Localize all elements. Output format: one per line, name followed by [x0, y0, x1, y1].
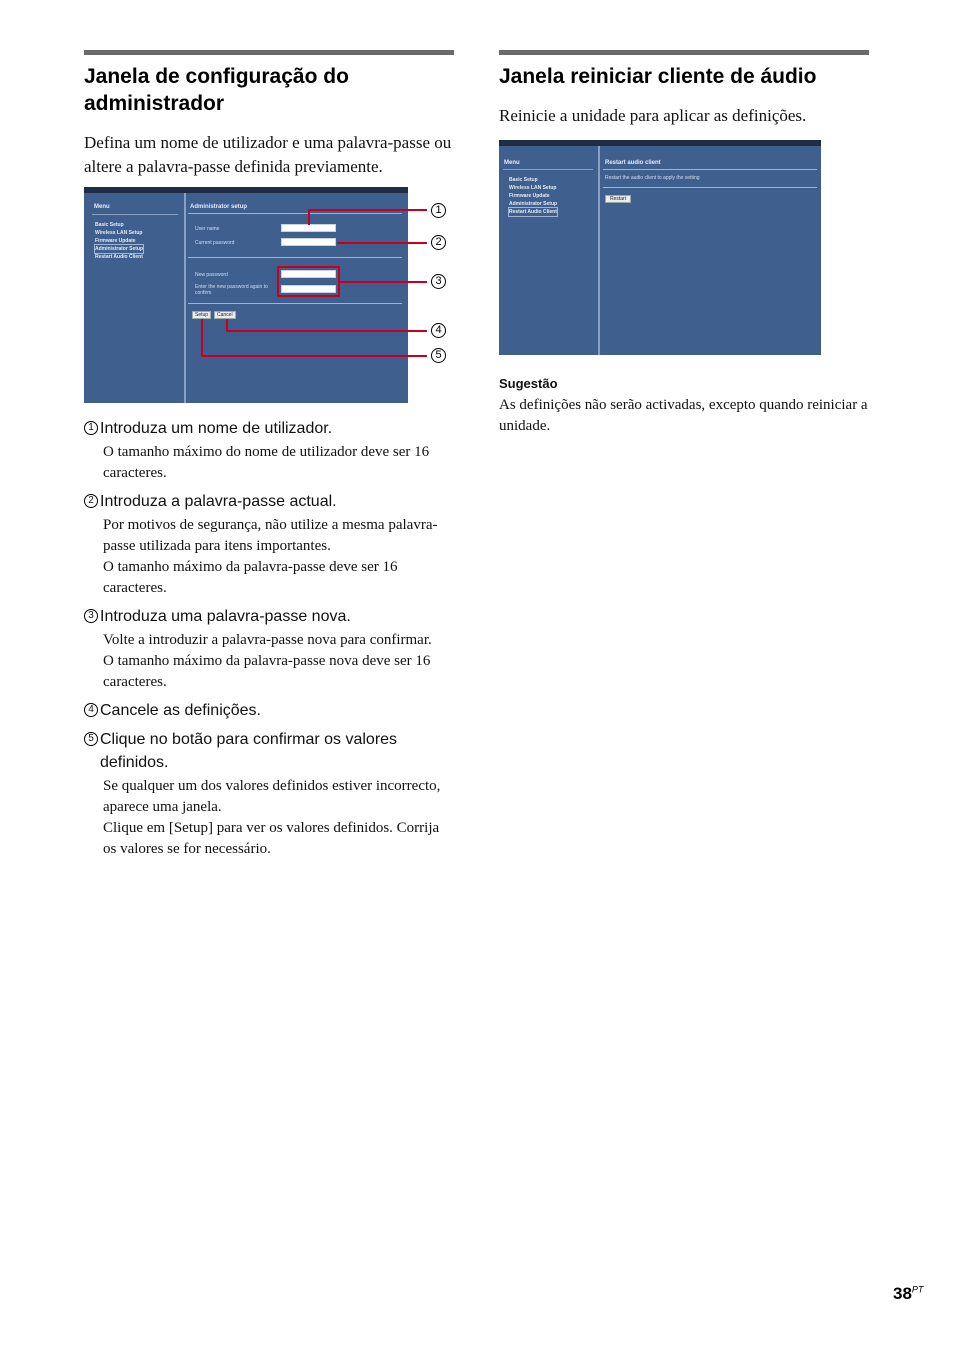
pane-title-rule — [188, 213, 402, 214]
screenshot-divider — [598, 146, 600, 355]
menu-item-wireless-lan-setup[interactable]: Wireless LAN Setup — [95, 230, 143, 236]
step-3 — [84, 605, 454, 693]
menu-title: Menu — [504, 160, 520, 166]
step-heading: Introduza uma palavra-passe nova. — [100, 608, 351, 625]
leader-line-2 — [337, 242, 427, 244]
step-number: 3 — [84, 609, 98, 623]
right-column — [499, 50, 869, 437]
menu-item-firmware-update[interactable]: Firmware Update — [509, 193, 550, 199]
screenshot-divider — [184, 193, 186, 403]
callout-4: 4 — [431, 323, 446, 338]
step-2 — [84, 490, 454, 599]
restart-button[interactable]: Restart — [605, 195, 631, 203]
pane-title: Restart audio client — [605, 160, 661, 166]
step-5 — [84, 728, 454, 860]
confirm-password-label: Enter the new password again to confirm — [195, 284, 268, 296]
current-password-input[interactable] — [281, 238, 336, 246]
tip-body: As definições não serão activadas, excepto quando reiniciar a unidade. — [499, 397, 868, 434]
step-number: 2 — [84, 494, 98, 508]
user-name-input[interactable] — [281, 224, 336, 232]
left-column — [84, 50, 454, 860]
new-password-label: New password — [195, 272, 228, 278]
tip-title: Sugestão — [499, 376, 558, 391]
menu-underline — [92, 214, 178, 215]
leader-line-5 — [201, 355, 427, 357]
menu-item-restart-audio-client[interactable]: Restart Audio Client — [509, 209, 557, 215]
leader-line-1 — [308, 209, 427, 211]
restart-screenshot — [499, 140, 821, 355]
step-note: O tamanho máximo do nome de utilizador deve ser 16 caracteres. — [103, 444, 430, 481]
form-separator — [188, 257, 402, 258]
step-heading: Introduza a palavra-passe actual. — [100, 493, 337, 510]
step-note: O tamanho máximo da palavra-passe deve ser 16 caracteres. — [103, 559, 398, 596]
page-number — [893, 1284, 923, 1304]
menu-item-administrator-setup[interactable]: Administrator Setup — [95, 246, 144, 252]
step-note: Volte a introduzir a palavra-passe nova para confirmar. — [103, 632, 432, 648]
setup-button[interactable]: Setup — [192, 311, 211, 319]
form-separator-2 — [188, 303, 402, 304]
section-rule — [84, 50, 454, 55]
menu-item-wireless-lan-setup[interactable]: Wireless LAN Setup — [509, 185, 557, 191]
new-password-highlight — [277, 266, 340, 297]
cancel-button[interactable]: Cancel — [214, 311, 236, 319]
step-note: Clique em [Setup] para ver os valores definidos. Corrija os valores se for necessário. — [103, 820, 440, 857]
user-name-label: User name — [195, 226, 220, 232]
pane-title-rule — [603, 169, 817, 170]
callout-1: 1 — [431, 203, 446, 218]
menu-underline — [503, 169, 593, 170]
pane-separator — [603, 187, 817, 188]
step-heading: Introduza um nome de utilizador. — [100, 420, 333, 437]
leader-line-3 — [340, 281, 427, 283]
callout-2: 2 — [431, 235, 446, 250]
step-heading: Cancele as definições. — [100, 702, 261, 719]
step-number: 4 — [84, 703, 98, 717]
leader-line-5-drop — [201, 319, 203, 356]
page-language-suffix: PT — [911, 1284, 924, 1295]
step-note: O tamanho máximo da palavra-passe nova deve ser 16 caracteres. — [103, 653, 431, 690]
admin-screenshot-figure — [84, 187, 454, 405]
admin-screenshot — [84, 187, 408, 403]
step-4 — [84, 699, 454, 722]
menu-title: Menu — [94, 204, 110, 210]
step-1 — [84, 417, 454, 484]
section-title-restart: Janela reiniciar cliente de áudio — [499, 65, 817, 88]
menu-list — [95, 221, 143, 261]
admin-intro: Defina um nome de utilizador e uma palavra-passe ou altere a palavra-passe definida previamente. — [84, 133, 452, 176]
page-number-value: 38 — [893, 1284, 912, 1303]
menu-item-basic-setup[interactable]: Basic Setup — [509, 177, 538, 183]
step-heading: Clique no botão para confirmar os valores definidos. — [100, 731, 398, 771]
section-title-admin: Janela de configuração do administrador — [84, 65, 349, 115]
current-password-label: Current password — [195, 240, 235, 246]
menu-item-basic-setup[interactable]: Basic Setup — [95, 222, 124, 228]
leader-line-4 — [226, 330, 427, 332]
menu-list — [509, 176, 557, 216]
pane-title: Administrator setup — [190, 204, 248, 210]
section-rule — [499, 50, 869, 55]
screenshot-topbar — [84, 187, 408, 193]
step-number: 1 — [84, 421, 98, 435]
step-number: 5 — [84, 732, 98, 746]
step-note: Se qualquer um dos valores definidos estiver incorrecto, aparece uma janela. — [103, 778, 441, 815]
step-note: Por motivos de segurança, não utilize a mesma palavra-passe utilizada para itens importantes. — [103, 517, 438, 554]
leader-line-4-drop — [226, 319, 228, 331]
restart-message: Restart the audio client to apply the setting — [605, 175, 700, 181]
callout-5: 5 — [431, 348, 446, 363]
restart-intro: Reinicie a unidade para aplicar as definições. — [499, 106, 807, 125]
screenshot-topbar — [499, 140, 821, 146]
menu-item-firmware-update[interactable]: Firmware Update — [95, 238, 136, 244]
callout-3: 3 — [431, 274, 446, 289]
menu-item-restart-audio-client[interactable]: Restart Audio Client — [95, 254, 143, 260]
leader-line-1-drop — [308, 209, 310, 225]
menu-item-administrator-setup[interactable]: Administrator Setup — [509, 201, 558, 207]
